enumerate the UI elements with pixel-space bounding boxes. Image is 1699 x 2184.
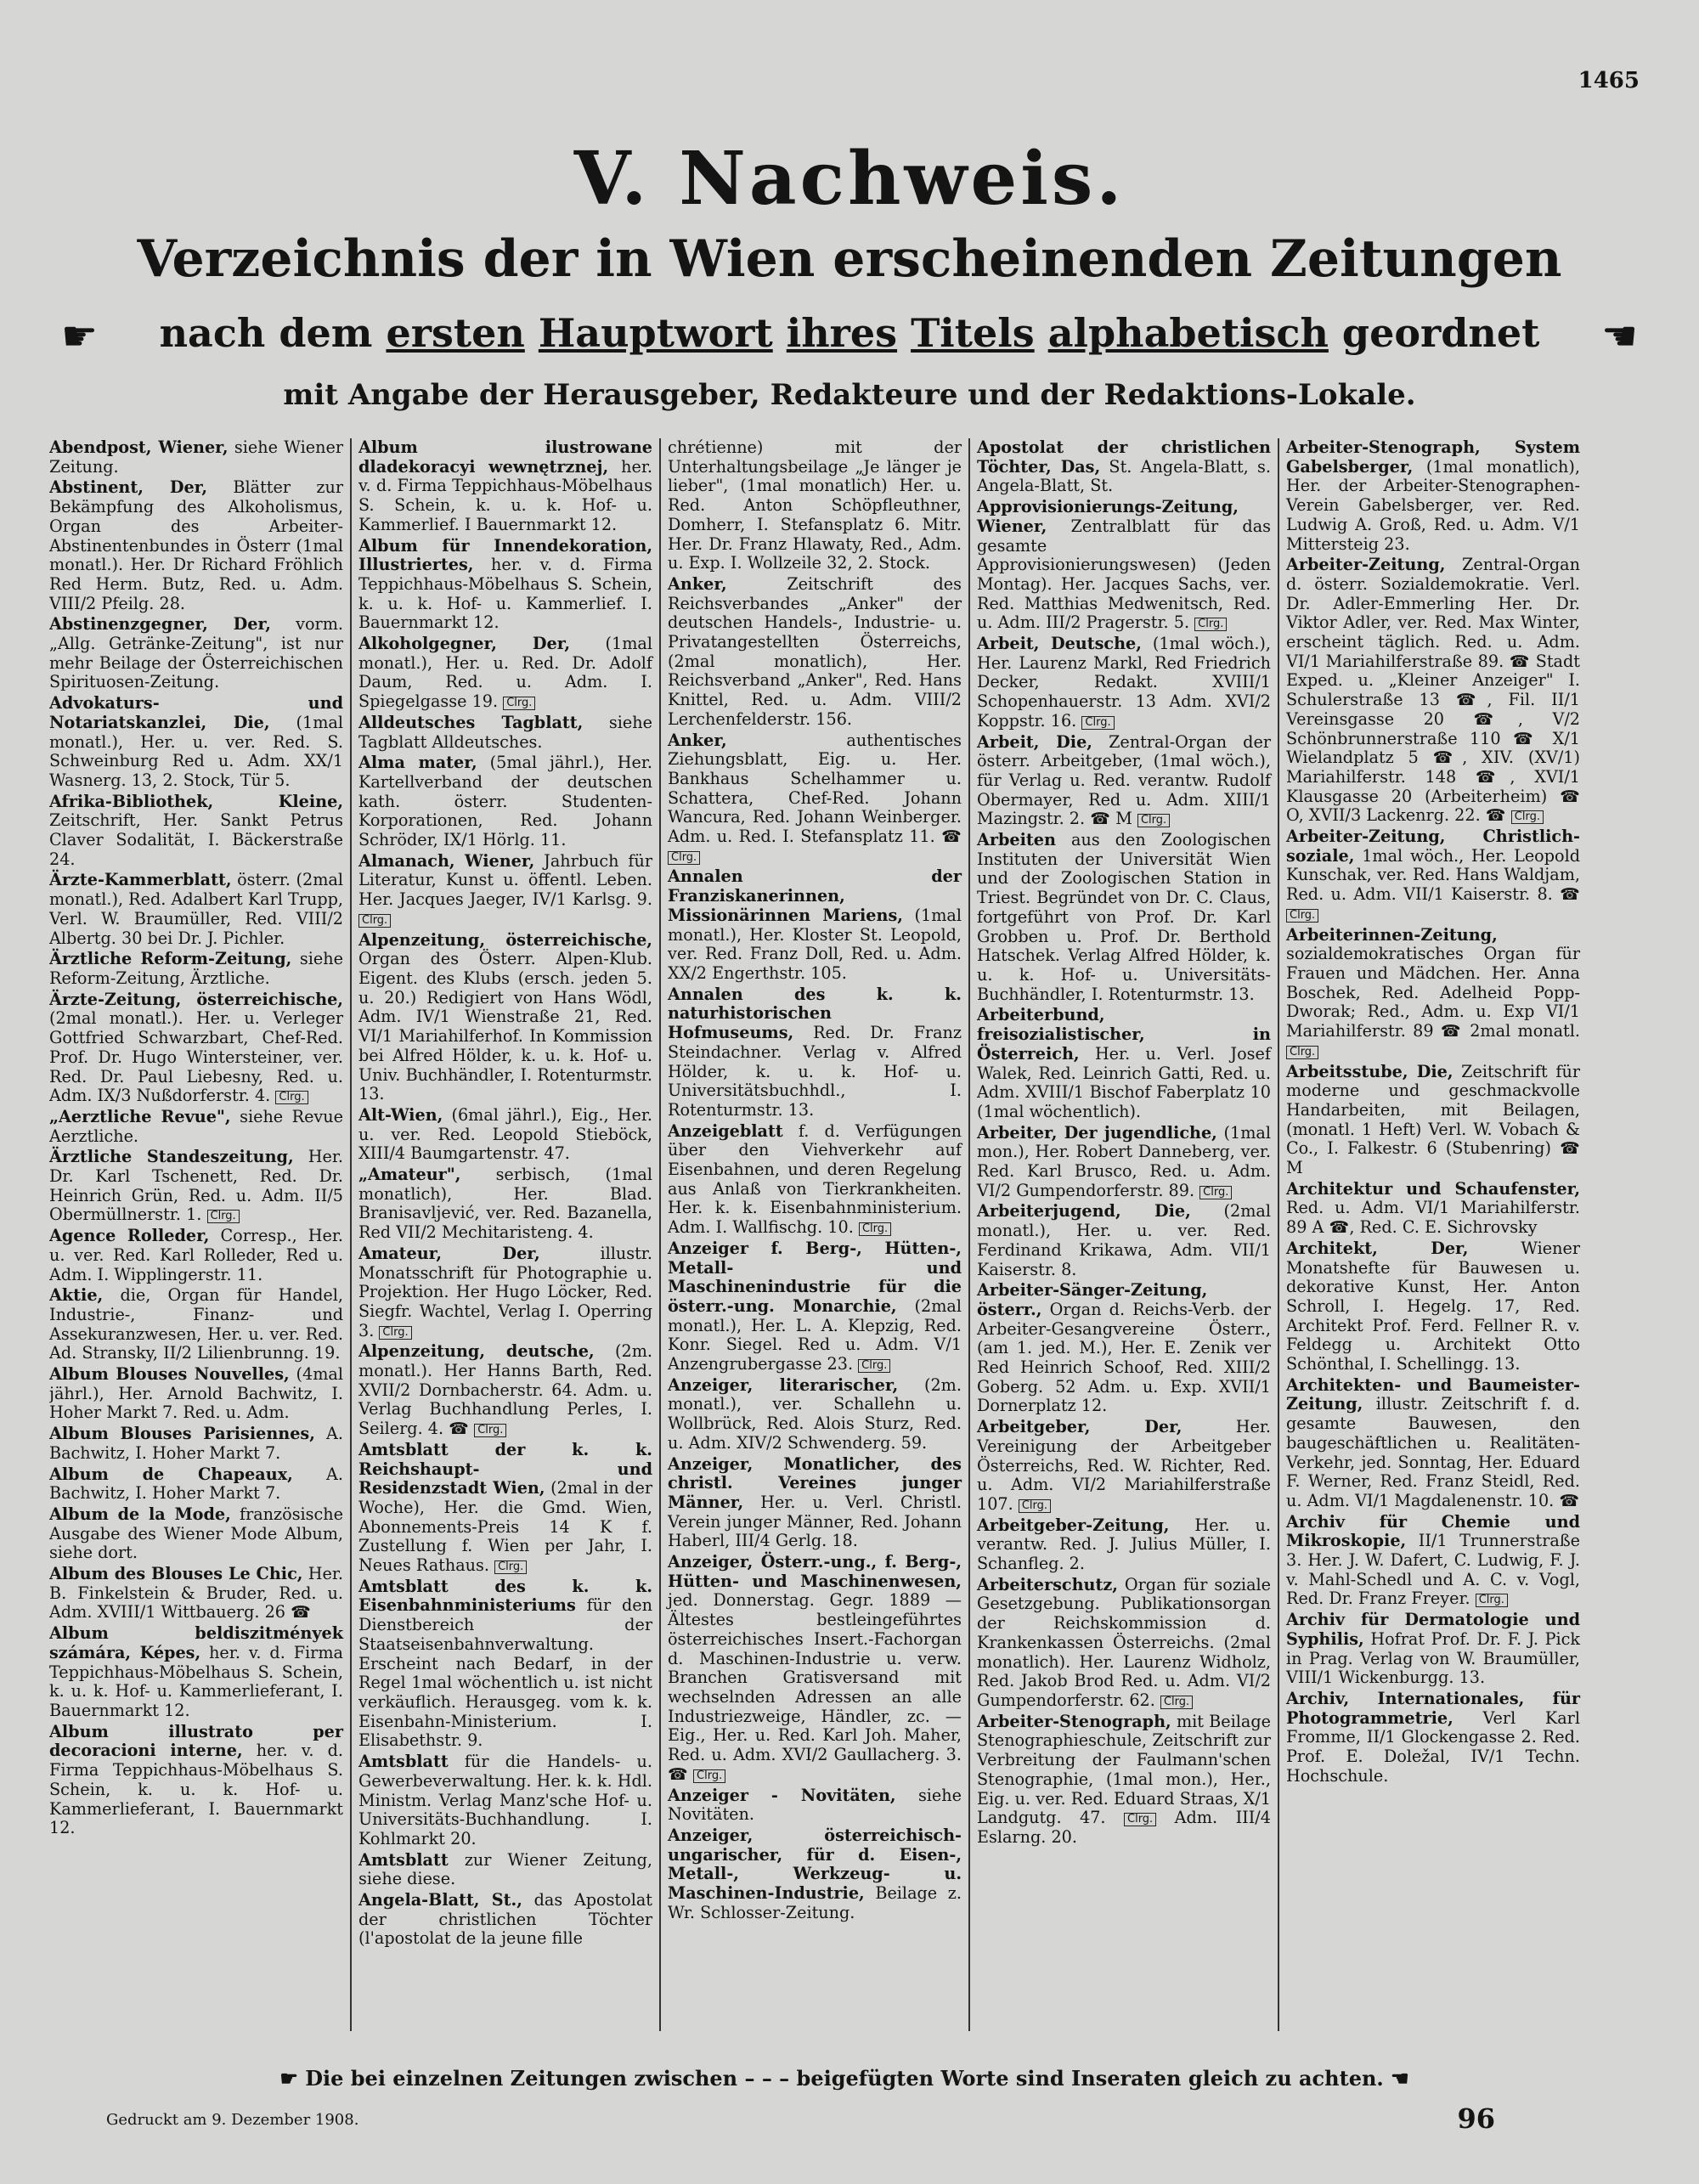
pointing-hand-left-icon: ☛ — [61, 313, 99, 360]
directory-entry — [668, 1786, 962, 1825]
directory-entry — [49, 438, 343, 477]
entry-details: Corresp., Her. u. ver. Red. Karl Rolleder, Red u. Adm. I. Wipplingerstr. 11. — [49, 1226, 344, 1284]
part-heading: V. Nachweis. — [573, 136, 1126, 222]
directory-entry — [977, 1202, 1271, 1279]
entry-title: „Aerztliche Revue", — [49, 1106, 231, 1126]
entry-details: mit Beilage Stenographieschule, Zeitschrift zur Verbreitung der Faulmann'schen Stenographie, (1mal mon.), Her., Eig. u. ver. Red. Eduard Straas, X/1 Landgutg. 47. — [977, 1711, 1271, 1828]
entry-details: Red. Dr. Franz Steindachner. Verlag v. Alfred Hölder, k. u. k. Hof- u. Universitätsbuchhdl., I. Rotenturmstr. 13. — [668, 1023, 962, 1120]
directory-entry — [977, 1124, 1271, 1201]
entry-title: Arbeiterinnen-Zeitung, — [1286, 924, 1498, 945]
entry-details: sozialdemokratisches Organ für Frauen und Mädchen. Her. Anna Boschek, Red. Adelheid Popp-Dworak; Red., Adm. u. Exp VI/1 Mariahilferstr. 89 ☎ 2mal monatl. — [1286, 944, 1580, 1041]
directory-entry — [49, 990, 343, 1106]
directory-entry — [358, 1752, 652, 1849]
directory-entry — [977, 1576, 1271, 1711]
clearing-badge: Clrg. — [1286, 1046, 1318, 1059]
directory-entry — [358, 1851, 652, 1889]
entry-title: Album de Chapeaux, — [49, 1464, 293, 1484]
directory-entry — [358, 852, 652, 929]
entry-title: Album beldiszitmények számára, Képes, — [49, 1623, 343, 1662]
clearing-badge: Clrg. — [859, 1222, 891, 1236]
directory-entry — [358, 1106, 652, 1164]
entry-title: Arbeiterjugend, Die, — [977, 1201, 1191, 1222]
entry-details: Her. u. Verl. Josef Walek, Red. Leinrich Gatti, Red. u. Adm. XVIII/1 Bischof Faberplatz 10 (1mal wöchentlich). — [977, 1043, 1271, 1121]
directory-entry — [49, 1365, 343, 1423]
directory-entry — [668, 1553, 962, 1784]
directory-entry — [977, 733, 1271, 830]
directory-entry — [1286, 1376, 1580, 1511]
entry-details: (1mal monatl.), Her. u. Red. Dr. Adolf Daum, Red. u. Adm. I. Spiegelgasse 19. — [358, 634, 652, 712]
entry-details: (4mal jährl.), Her. Arnold Bachwitz, I. Hoher Markt 7. Red. u. Adm. — [49, 1364, 344, 1423]
entry-details: her. v. d. Firma Teppichhaus-Möbelhaus S. Schein, k. u. k. Hof- u. Kammerlieferant, I. Bauernmarkt 12. — [49, 1741, 343, 1838]
entry-details: (1mal mon.), Her. Robert Danneberg, ver. Red. Karl Brusco, Red. u. Adm. VI/2 Gumpendorferstr. 89. — [977, 1122, 1271, 1200]
entry-details: illustr. Zeitschrift f. d. gesamte Bauwesen, den baugeschäftlichen u. Realitäten-Verkehr, jed. Sonntag, Her. Eduard F. Werner, Red. Franz Steidl, Red. u. Adm. VI/1 Magdalenenstr. 10. ☎ — [1286, 1394, 1580, 1510]
entry-title: Arbeiterschutz, — [977, 1574, 1118, 1594]
entry-columns — [49, 438, 1587, 2031]
directory-entry — [49, 478, 343, 613]
entry-title: Annalen des k. k. naturhistorischen Hofmuseums, — [668, 984, 962, 1043]
entry-title: Amateur, Der, — [358, 1243, 540, 1263]
entry-details: Her. B. Finkelstein & Bruder, Red. u. Adm. XVIII/1 Wittbauerg. 26 ☎ — [49, 1564, 343, 1622]
entry-title: Abendpost, Wiener, — [49, 438, 229, 457]
entry-details: illustr. Monatsschrift für Photographie u. Projektion. Her Hugo Löcker, Red. Siegfr. Wachtel, Verlag I. Operring 3. — [358, 1243, 652, 1340]
entry-details: siehe Reform-Zeitung, Ärztliche. — [49, 949, 343, 988]
directory-entry — [977, 498, 1271, 633]
entry-details: (2mal monatl.), Her. u. ver. Red. Ferdinand Krikawa, Adm. VII/1 Kaiserstr. 8. — [977, 1201, 1271, 1279]
directory-entry — [358, 1441, 652, 1576]
directory-entry — [977, 1281, 1271, 1416]
entry-details: französische Ausgabe des Wiener Mode Album, siehe dort. — [49, 1504, 343, 1563]
column-2 — [350, 438, 659, 2031]
entry-title: Archiv für Chemie und Mikroskopie, — [1286, 1511, 1580, 1551]
entry-details: f. d. Verfügungen über den Viehverkehr auf Eisenbahnen, und deren Regelung aus Anlaß von Tierkrankheiten. Her. k. k. Eisenbahnministerium. Adm. I. Wallfischg. 10. — [668, 1120, 962, 1238]
entry-title: Arbeiter-Zeitung, — [1286, 555, 1446, 575]
entry-details: Organ des Österr. Alpen-Klub. Eigent. des Klubs (ersch. jeden 5. u. 20.) Redigiert von Hans Wödl, Adm. IV/1 Wienstraße 21, Red. VI/1 Mariahilferhof. In Kommission bei Alfred Hölder, k. u. k. Hof- u. Univ. Buchhändler, I. Rotenturmstr. 13. — [358, 949, 652, 1104]
clearing-badge: Clrg. — [358, 914, 391, 928]
entry-details: österr. (2mal monatl.), Red. Adalbert Karl Trupp, Verl. W. Braumüller, Red. VIII/2 Albertg. 30 bei Dr. J. Pichler. — [49, 870, 343, 948]
entry-title: Apostolat der christlichen Töchter, Das, — [977, 438, 1271, 477]
directory-entry — [668, 1455, 962, 1552]
entry-details: 1mal wöch., Her. Leopold Kunschak, ver. Red. Hans Waldjam, Red. u. Adm. VII/1 Kaiserstr. 8. ☎ — [1286, 845, 1580, 905]
entry-title: Album Blouses Parisiennes, — [49, 1424, 315, 1444]
entry-details: Hofrat Prof. Dr. F. J. Pick in Prag. Verlag von W. Braumüller, VIII/1 Wickenburgg. 13. — [1286, 1628, 1580, 1688]
directory-entry — [358, 537, 652, 634]
entry-title: Arbeiten — [977, 830, 1056, 850]
entry-details: für die Handels- u. Gewerbeverwaltung. Her. k. k. Hdl. Ministm. Verlag Manz'sche Hof- u. Universitäts-Buchhandlung. I. Kohlmarkt 20. — [358, 1752, 652, 1848]
entry-details: das Apostolat der christlichen Töchter (l'apostolat de la jeune fille — [358, 1890, 652, 1949]
printed-date: Gedruckt am 9. Dezember 1908. — [106, 2111, 359, 2129]
entry-title: „Amateur", — [358, 1165, 461, 1185]
entry-details: zur Wiener Zeitung, siehe diese. — [358, 1849, 652, 1889]
directory-entry — [1286, 556, 1580, 826]
pointing-hand-right-icon: ☚ — [1600, 313, 1638, 360]
directory-entry — [977, 1006, 1271, 1121]
directory-entry — [49, 793, 343, 870]
entry-details: Verl Karl Fromme, II/1 Glockengasse 2. Red. Prof. E. Doležal, IV/1 Techn. Hochschule. — [1286, 1707, 1580, 1786]
entry-title: Ärzte-Zeitung, österreichische, — [49, 989, 343, 1009]
clearing-badge: Clrg. — [1124, 1813, 1156, 1826]
entry-title: Album Blouses Nouvelles, — [49, 1364, 290, 1385]
entry-title: Advokaturs- und Notariatskanzlei, Die, — [49, 693, 343, 732]
entry-title: Arbeiter-Stenograph, — [977, 1711, 1171, 1731]
directory-entry — [1286, 1690, 1580, 1786]
directory-entry — [977, 1418, 1271, 1515]
directory-entry — [358, 1342, 652, 1439]
entry-title: Arbeitsstube, Die, — [1286, 1061, 1453, 1081]
entry-title: Amtsblatt des k. k. Eisenbahnministeriums — [358, 1576, 652, 1616]
entry-details: (5mal jährl.), Her. Kartellverband der deutschen kath. österr. Studenten-Korporationen, Red. Johann Schröder, IX/1 Hörlg. 11. — [358, 753, 652, 850]
directory-entry — [49, 615, 343, 692]
entry-details: chrétienne) mit der Unterhaltungsbeilage „Je länger je lieber", (1mal monatlich) Her. u. Red. Anton Schöpfleuthner, Domherr, I. Stefansplatz 6. Mitr. Her. Dr. Franz Hlawaty, Red., Adm. u. Exp. I. Wollzeile 32, 2. Stock. — [668, 438, 962, 573]
entry-details: authentisches Ziehungsblatt, Eig. u. Her. Bankhaus Schelhammer u. Schattera, Chef-Red. Johann Wancura, Red. Johann Weinberger. Adm. u. Red. I. Stefansplatz 11. ☎ — [668, 730, 962, 847]
entry-details: siehe Wiener Zeitung. — [49, 438, 343, 477]
entry-details: aus den Zoologischen Instituten der Universität Wien und der Zoologischen Station in Triest. Begründet von Dr. C. Claus, fortgeführt von Prof. Dr. Karl Grobben u. Prof. Dr. Berthold Hatschek. Verlag Alfred Hölder, k. u. k. Hof- u. Universitäts-Buchhändler, I. Rotenturmstr. 13. — [977, 830, 1271, 1004]
directory-entry — [668, 985, 962, 1120]
entry-title: Album illustrato per decoracioni interne, — [49, 1721, 343, 1761]
entry-title: Album ilustrowane dladekoracyi wewnętrznej, — [358, 438, 652, 477]
entry-details: Wiener Monatshefte für Bauwesen u. dekorative Kunst, Her. Anton Schroll, I. Hegelg. 17, Red. Architekt Prof. Ferd. Fellner R. v. Feldegg u. Architekt Otto Schönthal, I. Schellingg. 13. — [1286, 1238, 1580, 1374]
clearing-badge: Clrg. — [1286, 909, 1318, 923]
entry-title: Afrika-Bibliothek, Kleine, — [49, 791, 343, 811]
column-4 — [968, 438, 1278, 2031]
entry-details: Her. u. Verl. Christl. Verein junger Männer, Red. Johann Haberl, III/4 Gerlg. 18. — [668, 1492, 962, 1551]
entry-title: Anker, — [668, 573, 727, 594]
entry-title: Anzeigeblatt — [668, 1120, 783, 1141]
entry-details: Organ d. Reichs-Verb. der Arbeiter-Gesangvereine Österr., (am 1. jed. M.), Her. E. Zenik ver Red Heinrich Schoof, Red. XIII/2 Goberg. 52 Adm. u. Exp. XVII/1 Dornerplatz 12. — [977, 1299, 1271, 1416]
sorting-note: nach dem ersten Hauptwort ihres Titels alphabetisch geordnet — [159, 310, 1540, 356]
directory-entry — [1286, 1513, 1580, 1610]
directory-entry — [1286, 1239, 1580, 1374]
entry-title: Amtsblatt der k. k. Reichshaupt- und Residenzstadt Wien, — [358, 1439, 652, 1498]
entry-title: Anzeiger, österreichisch-ungarischer, für d. Eisen-, Metall-, Werkzeug- u. Maschinen-Industrie, — [668, 1825, 962, 1904]
entry-title: Abstinenzgegner, Der, — [49, 614, 271, 635]
clearing-badge: Clrg. — [1137, 814, 1170, 827]
clearing-badge: Clrg. — [1476, 1594, 1508, 1607]
entry-title: Alpenzeitung, österreichische, — [358, 929, 652, 950]
entry-details: die, Organ für Handel, Industrie-, Finanz- und Assekuranzwesen, Her. u. ver. Red. Ad. Stransky, II/2 Lilienbrunng. 19. — [49, 1285, 343, 1363]
entry-title: Almanach, Wiener, — [358, 850, 535, 871]
entry-details: für den Dienstbereich der Staatseisenbahnverwaltung. Erscheint nach Bedarf, in der Regel 1mal wöchentlich u. ist nicht verkäuflich. Herausgeg. vom k. k. Eisenbahn-Ministerium. I. Elisabethstr. 9. — [358, 1595, 652, 1751]
entry-details: Zeitschrift, Her. Sankt Petrus Claver Sodalität, I. Bäckerstraße 24. — [49, 810, 343, 869]
subtitle: mit Angabe der Herausgeber, Redakteure und der Redaktions-Lokale. — [283, 378, 1416, 412]
directory-entry — [49, 871, 343, 948]
entry-details: (1mal monatlich), Her. der Arbeiter-Stenographen-Verein Gabelsberger, ver. Red. Ludwig A. Groß, Red. u. Adm. V/1 Mittersteig 23. — [1286, 456, 1580, 554]
entry-details: her. v. d. Firma Teppichhaus-Möbelhaus S. Schein, k. u. k. Hof- u. Kammerlief. I Bauernmarkt 12. — [358, 456, 652, 534]
entry-details: Red. u. Adm. VI/1 Mariahilferstr. 89 A ☎, Red. C. E. Sichrovsky — [1286, 1198, 1580, 1238]
entry-title: Arbeitgeber, Der, — [977, 1417, 1183, 1437]
entry-details: vorm. „Allg. Getränke-Zeitung", ist nur mehr Beilage der Österreichischen Spirituosen-Zeitung. — [49, 614, 343, 692]
entry-title: Ärzte-Kammerblatt, — [49, 870, 232, 890]
directory-entry — [358, 1244, 652, 1341]
directory-entry — [977, 635, 1271, 731]
entry-details: Blätter zur Bekämpfung des Alkoholismus, Organ des Arbeiter-Abstinentenbundes in Österr (1mal monatl.). Her. Dr Richard Fröhlich Red Herm. Butz, Red. u. Adm. VIII/2 Pfeilg. 28. — [49, 477, 343, 613]
directory-entry — [49, 1565, 343, 1622]
entry-details: siehe Revue Aerztliche. — [49, 1106, 343, 1146]
clearing-badge: Clrg. — [693, 1769, 725, 1783]
directory-entry — [977, 1713, 1271, 1848]
entry-details: Jahrbuch für Literatur, Kunst u. öffentl. Leben. Her. Jacques Jaeger, IV/1 Karlsg. 9. — [358, 850, 652, 910]
directory-entry — [49, 1286, 343, 1363]
entry-title: Architekten- und Baumeister-Zeitung, — [1286, 1374, 1580, 1414]
clearing-badge: Clrg. — [1160, 1696, 1193, 1709]
entry-details: Zentral-Organ der österr. Arbeitgeber, (1mal wöch.), für Verlag u. Red. verantw. Rudolf Obermayer, Red u. Adm. XIII/1 Mazingstr. 2. ☎ M — [977, 731, 1271, 829]
entry-details: (6mal jährl.), Eig., Her. u. ver. Red. Leopold Stieböck, XIII/4 Baumgartenstr. 47. — [358, 1104, 652, 1164]
entry-details: Organ für soziale Gesetzgebung. Publikationsorgan der Reichskommission d. Krankenkassen Österreichs. (2mal monatlich). Her. Laurenz Widholz, Red. Jakob Brod Red. u. Adm. VI/2 Gumpendorferstr. 62. — [977, 1574, 1271, 1710]
clearing-badge: Clrg. — [1194, 618, 1227, 631]
entry-title: Alma mater, — [358, 753, 477, 773]
entry-title: Alldeutsches Tagblatt, — [358, 712, 584, 732]
directory-entry — [49, 1227, 343, 1284]
directory-entry — [49, 950, 343, 988]
entry-title: Aktie, — [49, 1285, 104, 1306]
page-number: 1465 — [1578, 68, 1640, 93]
entry-details: Her. Vereinigung der Arbeitgeber Österreichs, Red. W. Richter, Red. u. Adm. VI/2 Mariahilferstraße 107. — [977, 1417, 1271, 1514]
directory-entry — [668, 575, 962, 730]
entry-title: Anzeiger, literarischer, — [668, 1374, 899, 1395]
entry-title: Anzeiger f. Berg-, Hütten-, Metall- und Maschinenindustrie für die österr.-ung. Monarchie, — [668, 1238, 962, 1316]
directory-entry — [49, 1465, 343, 1504]
entry-title: Alpenzeitung, deutsche, — [358, 1341, 595, 1362]
directory-entry — [358, 635, 652, 712]
entry-details: St. Angela-Blatt, s. Angela-Blatt, St. — [977, 456, 1271, 496]
entry-title: Arbeitgeber-Zeitung, — [977, 1515, 1170, 1535]
directory-entry — [1286, 827, 1580, 924]
entry-details: (2mal monatl.). Her. u. Verleger Gottfried Schwarzbart, Chef-Red. Prof. Dr. Hugo Wintersteiner, ver. Red. Dr. Paul Liebesny, Red. u. Adm. IX/3 Nußdorferstr. 4. — [49, 1008, 343, 1106]
directory-entry — [358, 1577, 652, 1751]
entry-details: (1mal monatl.), Her. u. ver. Red. S. Schweinburg Red u. Adm. XX/1 Wasnerg. 13, 2. Stock, Tür 5. — [49, 712, 343, 790]
clearing-badge: Clrg. — [1019, 1499, 1051, 1513]
entry-details: siehe Tagblatt Alldeutsches. — [358, 712, 652, 752]
entry-title: Agence Rolleder, — [49, 1226, 210, 1246]
directory-entry — [49, 1148, 343, 1225]
directory-entry — [358, 1891, 652, 1949]
column-5 — [1278, 438, 1587, 2031]
entry-details: Beilage z. Wr. Schlosser-Zeitung. — [668, 1883, 962, 1922]
clearing-badge: Clrg. — [1511, 810, 1544, 824]
entry-details: (1mal monatl.), Her. Kloster St. Leopold, ver. Red. Franz Doll, Red. u. Adm. XX/2 Engerthstr. 105. — [668, 905, 962, 983]
entry-title: Arbeiter-Stenograph, System Gabelsberger, — [1286, 438, 1580, 477]
directory-entry — [1286, 926, 1580, 1061]
footer-note: ☛ Die bei einzelnen Zeitungen zwischen – – – beigefügten Worte sind Inseraten gleich zu achten. ☚ — [279, 2066, 1409, 2091]
entry-title: Album de la Mode, — [49, 1504, 231, 1524]
entry-details: her. v. d. Firma Teppichhaus-Möbelhaus S. Schein, k. u. k. Hof- u. Kammerlief. I. Bauernmarkt 12. — [358, 555, 652, 633]
directory-entry — [49, 1624, 343, 1721]
directory-entry — [977, 831, 1271, 1004]
entry-title: Anzeiger - Novitäten, — [668, 1785, 896, 1805]
entry-title: Amtsblatt — [358, 1752, 449, 1772]
entry-title: Architektur und Schaufenster, — [1286, 1178, 1580, 1199]
entry-title: Alt-Wien, — [358, 1104, 443, 1125]
directory-entry — [358, 438, 652, 535]
entry-details: (2m. monatl.). Her Hanns Barth, Red. XVII/2 Dornbacherstr. 64. Adm. u. Verlag Buchhandlung Perles, I. Seilerg. 4. ☎ — [358, 1341, 652, 1439]
entry-title: Album des Blouses Le Chic, — [49, 1564, 303, 1584]
entry-details: Her. u. verantw. Red. J. Julius Müller, I. Schanfleg. 2. — [977, 1515, 1271, 1574]
clearing-badge: Clrg. — [474, 1424, 506, 1437]
clearing-badge: Clrg. — [379, 1326, 411, 1340]
directory-entry — [358, 931, 652, 1104]
entry-title: Annalen der Franziskanerinnen, Missionärinnen Mariens, — [668, 866, 962, 925]
entry-details: A. Bachwitz, I. Hoher Markt 7. — [49, 1424, 343, 1463]
directory-entry — [668, 1122, 962, 1238]
clearing-badge: Clrg. — [668, 851, 700, 865]
directory-entry — [49, 694, 343, 791]
entry-title: Arbeit, Deutsche, — [977, 634, 1142, 654]
entry-title: Anker, — [668, 730, 727, 750]
directory-entry — [49, 1108, 343, 1146]
entry-details: siehe Novitäten. — [668, 1785, 962, 1825]
directory-entry — [668, 438, 962, 573]
directory-entry — [358, 714, 652, 752]
entry-title: Anzeiger, Österr.-ung., f. Berg-, Hütten- und Maschinenwesen, — [668, 1552, 962, 1591]
directory-entry — [977, 438, 1271, 496]
entry-title: Architekt, Der, — [1286, 1238, 1469, 1258]
entry-details: serbisch, (1mal monatlich), Her. Blad. Branisavljević, ver. Red. Bazanella, Red VII/2 Mechitaristeng. 4. — [358, 1165, 652, 1243]
entry-title: Approvisionierungs-Zeitung, Wiener, — [977, 497, 1239, 536]
entry-title: Abstinent, Der, — [49, 477, 208, 498]
entry-details: jed. Donnerstag. Gegr. 1889 — Ältestes bestleingeführtes österreichisches Insert.-Fachorgan d. Maschinen-Industrie u. verw. Branchen Gratisversand mit wechselnden Adressen an alle Industriezweige, Händler, zc. — Eig., Her. u. Red. Karl Joh. Maher, Red. u. Adm. XVI/2 Gaullacherg. 3. ☎ — [668, 1590, 962, 1784]
entry-details: Zentralblatt für das gesamte Approvisionierungswesen) (Jeden Montag). Her. Jacques Sachs, ver. Red. Matthias Medwenitsch, Red. u. Adm. III/2 Pragerstr. 5. — [977, 516, 1271, 633]
directory-entry — [1286, 1611, 1580, 1688]
entry-details: (2mal monatl.), Her. L. A. Klepzig, Red. Konr. Siegel. Red u. Adm. V/1 Anzengrubergasse 23. — [668, 1295, 962, 1374]
directory-entry — [668, 731, 962, 866]
entry-title: Angela-Blatt, St., — [358, 1890, 522, 1910]
entry-details: (1mal wöch.), Her. Laurenz Markl, Red Friedrich Decker, Redakt. XVIII/1 Schopenhauerstr. 13 Adm. XVI/2 Koppstr. 16. — [977, 634, 1271, 731]
entry-title: Arbeiter-Sänger-Zeitung, österr., — [977, 1280, 1208, 1319]
clearing-badge: Clrg. — [494, 1560, 527, 1574]
page-title: Verzeichnis der in Wien erscheinenden Zeitungen — [137, 229, 1562, 289]
entry-title: Alkoholgegner, Der, — [358, 634, 571, 654]
directory-entry — [358, 1165, 652, 1243]
entry-title: Amtsblatt — [358, 1849, 449, 1870]
clearing-badge: Clrg. — [858, 1359, 890, 1373]
entry-title: Anzeiger, Monatlicher, des christl. Vereines junger Männer, — [668, 1453, 962, 1512]
directory-entry — [1286, 1180, 1580, 1238]
clearing-badge: Clrg. — [275, 1091, 308, 1104]
entry-title: Arbeiter-Zeitung, Christlich-soziale, — [1286, 827, 1580, 866]
directory-entry — [668, 1376, 962, 1453]
entry-details: Zeitschrift des Reichsverbandes „Anker" der deutschen Handels-, Industrie- u. Privatangestellten Österreichs, (2mal monatlich), Her. Reichsverband „Anker", Red. Hans Knittel, Red. u. Adm. VIII/2 Lerchenfelderstr. 156. — [668, 573, 962, 729]
entry-title: Arbeiter, Der jugendliche, — [977, 1122, 1217, 1143]
entry-title: Archiv, Internationales, für Photogrammetrie, — [1286, 1689, 1580, 1728]
directory-entry — [1286, 438, 1580, 554]
entry-title: Arbeit, Die, — [977, 731, 1092, 752]
entry-title: Archiv für Dermatologie und Syphilis, — [1286, 1610, 1580, 1649]
directory-entry — [49, 1723, 343, 1838]
entry-details: A. Bachwitz, I. Hoher Markt 7. — [49, 1464, 343, 1504]
directory-entry — [49, 1425, 343, 1463]
directory-entry — [668, 1826, 962, 1923]
entry-details: Zeitschrift für moderne und geschmackvolle Handarbeiten, mit Beilagen, (monatl. 1 Heft) Verl. W. Vobach & Co., I. Falkestr. 6 (Stubenring) ☎ M — [1286, 1061, 1580, 1178]
entry-details: Her. Dr. Karl Tschenett, Red. Dr. Heinrich Grün, Red. u. Adm. II/5 Obermüllnerstr. 1. — [49, 1147, 343, 1225]
entry-title: Ärztliche Reform-Zeitung, — [49, 949, 292, 969]
directory-entry — [668, 1239, 962, 1374]
entry-details: Zentral-Organ d. österr. Sozialdemokratie. Verl. Dr. Adler-Emmerling Her. Dr. Viktor Adler, ver. Red. Max Winter, erscheint täglich. Red. u. Adm. VI/1 Mariahilferstraße 89. ☎ Stadt Exped. u. „Kleiner Anzeiger" I. Schulerstraße 13 ☎, Fil. II/1 Vereinsgasse 20 ☎, V/2 Schönbrunnerstraße 110 ☎ X/1 Wielandplatz 5 ☎, XIV. (XV/1) Mariahilferstr. 148 ☎, XVI/1 Klausgasse 20 (Arbeiterheim) ☎ O, XVII/3 Lackenrg. 22. ☎ — [1286, 555, 1580, 826]
column-1 — [49, 438, 350, 2031]
directory-entry — [977, 1516, 1271, 1574]
directory-entry — [358, 753, 652, 850]
entry-title: Album für Innendekoration, Illustriertes, — [358, 535, 652, 575]
clearing-badge: Clrg. — [503, 697, 535, 710]
entry-details-continued: Adm. III/4 Eslarng. 20. — [977, 1808, 1271, 1847]
entry-details: II/1 Trunnerstraße 3. Her. J. W. Dafert, C. Ludwig, F. J. v. Mahl-Schedl und A. C. v. Vogl, Red. Dr. Franz Freyer. — [1286, 1531, 1580, 1609]
entry-details: her. v. d. Firma Teppichhaus-Möbelhaus S. Schein, k. u. k. Hof- u. Kammerlieferant, I. Bauernmarkt 12. — [49, 1642, 343, 1720]
clearing-badge: Clrg. — [207, 1210, 240, 1223]
clearing-badge: Clrg. — [1081, 716, 1114, 730]
entry-details: (2m. monatl.), ver. Schallehn u. Wollbrück, Red. Alois Sturz, Red. u. Adm. XIV/2 Schwenderg. 59. — [668, 1374, 962, 1453]
column-3 — [659, 438, 968, 2031]
entry-details: (2mal in der Woche), Her. die Gmd. Wien, Abonnements-Preis 14 K f. Zustellung f. Wien per Jahr, I. Neues Rathaus. — [358, 1478, 652, 1576]
entry-title: Ärztliche Standeszeitung, — [49, 1147, 294, 1167]
clearing-badge: Clrg. — [1199, 1186, 1232, 1199]
directory-entry — [49, 1505, 343, 1563]
directory-entry — [668, 867, 962, 983]
sheet-number: 96 — [1457, 2102, 1495, 2135]
entry-title: Arbeiterbund, freisozialistischer, in Österreich, — [977, 1005, 1271, 1064]
directory-entry — [1286, 1063, 1580, 1178]
